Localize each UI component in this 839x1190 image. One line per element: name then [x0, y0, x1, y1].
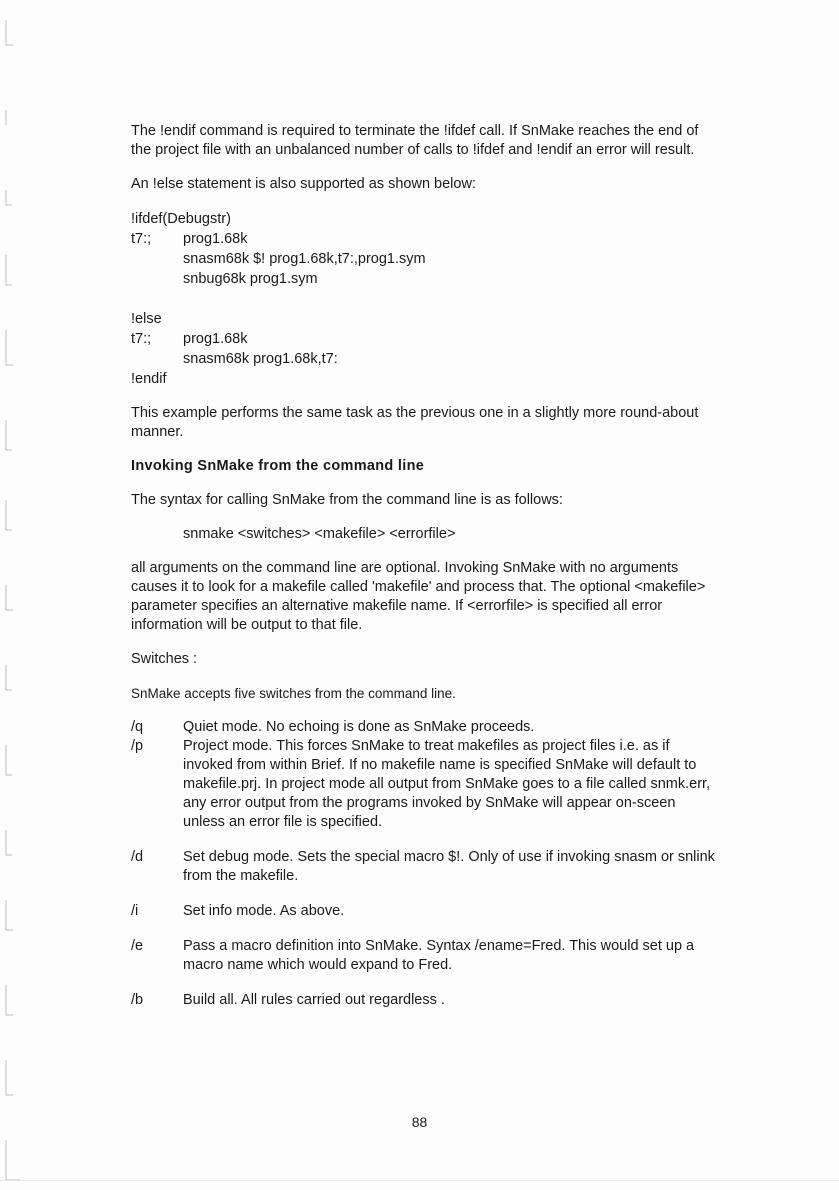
- switch-item: [131, 937, 721, 975]
- switch-key: /d: [131, 849, 144, 865]
- switch-description: Pass a macro definition into SnMake. Syntax /ename=Fred. This would set up a macro name which would expand to Fred.: [183, 938, 695, 973]
- section-heading: Invoking SnMake from the command line: [131, 458, 425, 474]
- code-line: [131, 249, 721, 269]
- code-example: [131, 209, 721, 389]
- paragraph-example-note: This example performs the same task as the previous one in a slightly more round-about manner.: [131, 405, 699, 440]
- code-line: [131, 289, 721, 309]
- code-line: [131, 229, 721, 249]
- code-line: [131, 329, 721, 349]
- switch-description: Project mode. This forces SnMake to treat makefiles as project files i.e. as if invoked from within Brief. If no makefile name is specified SnMake will default to makefile.prj. In project mode all output from SnMake goes to a file called snmk.err, any error output from the programs invoked by SnMake will appear on-sceen unless an error file is specified.: [183, 738, 711, 830]
- binding-hole-marks: [0, 0, 40, 1190]
- switch-item: [131, 737, 721, 832]
- switch-key: /p: [131, 738, 144, 754]
- switch-key: /e: [131, 938, 144, 954]
- switch-item: [131, 718, 721, 737]
- switch-item: [131, 991, 721, 1010]
- code-text: snasm68k $! prog1.68k,t7:,prog1.sym: [183, 250, 426, 267]
- code-label: t7:;: [131, 330, 152, 347]
- code-label: !else: [131, 310, 162, 327]
- switch-item: [131, 902, 721, 921]
- code-line: [131, 269, 721, 289]
- switch-description: Set info mode. As above.: [183, 903, 345, 919]
- paragraph-else: An !else statement is also supported as shown below:: [131, 176, 476, 192]
- code-text: prog1.68k: [183, 230, 248, 247]
- switch-description: Quiet mode. No echoing is done as SnMake proceeds.: [183, 719, 535, 735]
- switches-intro: SnMake accepts five switches from the command line.: [131, 686, 456, 701]
- code-text: snasm68k prog1.68k,t7:: [183, 350, 338, 367]
- syntax-line: snmake <switches> <makefile> <errorfile>: [183, 526, 456, 542]
- paragraph-arguments: all arguments on the command line are optional. Invoking SnMake with no arguments causes it to look for a makefile called 'makefile' and process that. The optional <makefile> parameter specifies an alternative makefile name. If <errorfile> is specified all error information will be output to that file.: [131, 560, 706, 633]
- code-text: snbug68k prog1.sym: [183, 270, 318, 287]
- switch-list: [131, 718, 721, 1010]
- page-number: 88: [411, 1114, 428, 1130]
- code-label: !endif: [131, 370, 167, 387]
- switch-item: [131, 848, 721, 886]
- code-text: prog1.68k: [183, 330, 248, 347]
- code-line: [131, 369, 721, 389]
- code-line: [131, 209, 721, 229]
- switch-key: /q: [131, 719, 144, 735]
- paragraph-syntax-intro: The syntax for calling SnMake from the command line is as follows:: [131, 492, 563, 508]
- code-line: [131, 349, 721, 369]
- switch-description: Build all. All rules carried out regardless .: [183, 992, 445, 1008]
- page-content: [131, 122, 721, 1020]
- switch-key: /b: [131, 992, 144, 1008]
- code-label: t7:;: [131, 230, 152, 247]
- code-line: [131, 309, 721, 329]
- paragraph-endif: The !endif command is required to terminate the !ifdef call. If SnMake reaches the end of the project file with an unbalanced number of calls to !ifdef and !endif an error will result.: [131, 123, 699, 158]
- switch-description: Set debug mode. Sets the special macro $!. Only of use if invoking snasm or snlink from the makefile.: [183, 849, 715, 884]
- switches-title: Switches :: [131, 651, 198, 667]
- code-label: !ifdef(Debugstr): [131, 210, 231, 227]
- switch-key: /i: [131, 903, 139, 919]
- page-edge-line: [0, 1180, 839, 1181]
